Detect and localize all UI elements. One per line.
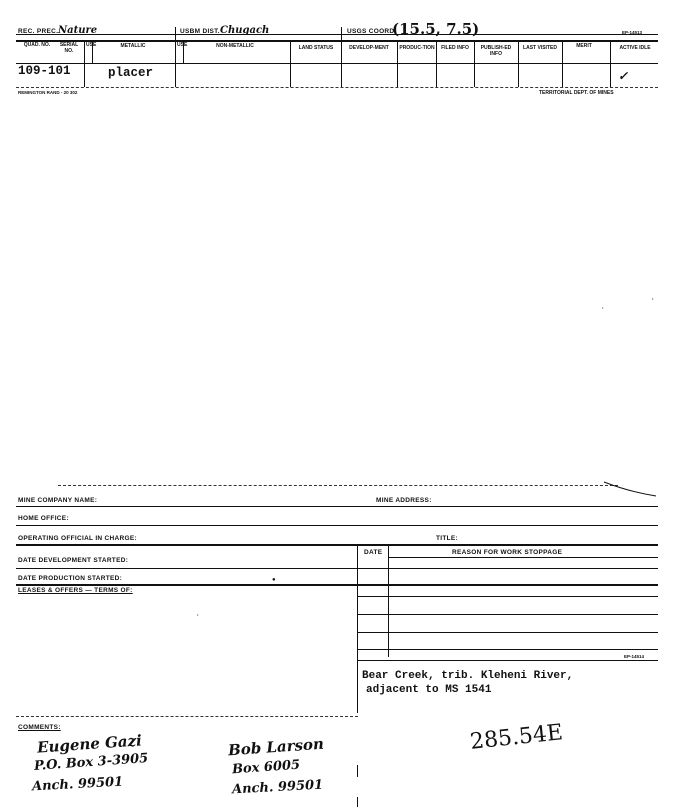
stray-dot: •	[652, 296, 654, 301]
col-use: USE	[86, 42, 97, 48]
rec-prec-value: Nature	[58, 25, 98, 36]
header-row-rule	[16, 63, 658, 64]
stray-dot: ●	[272, 577, 276, 583]
divider	[436, 41, 437, 87]
divider	[518, 41, 519, 87]
record-row-rule	[16, 87, 658, 88]
quad-serial-value: 109-101	[18, 64, 71, 78]
usgs-coord-label: USGS COORD.	[347, 28, 397, 35]
header-top-rule	[16, 34, 658, 35]
form-number-top: EP-14513	[622, 30, 643, 35]
row-rule	[16, 525, 658, 526]
comments-label: COMMENTS:	[18, 724, 61, 731]
stray-dot: •	[197, 612, 199, 617]
location-line-2: adjacent to MS 1541	[366, 684, 492, 696]
comments-rule	[16, 716, 358, 717]
row-rule	[357, 632, 658, 633]
handwritten-number: 285.54E	[468, 720, 565, 755]
handwritten-name-1: Eugene Gazi	[36, 731, 143, 757]
operating-official-label: OPERATING OFFICIAL IN CHARGE:	[18, 535, 137, 542]
row-rule	[357, 649, 658, 650]
title-label: TITLE:	[436, 535, 459, 542]
usbm-dist-value: Chugach	[220, 25, 270, 36]
divider	[397, 41, 398, 87]
divider	[357, 797, 358, 807]
leases-label: LEASES & OFFERS — TERMS OF:	[18, 587, 133, 594]
row-rule	[16, 568, 658, 569]
row-rule	[16, 544, 658, 546]
col-development: DEVELOP-MENT	[349, 45, 389, 51]
divider	[290, 41, 291, 87]
divider	[357, 765, 358, 777]
divider	[341, 27, 342, 87]
metallic-value: placer	[108, 66, 154, 80]
handwritten-name-2: Bob Larson	[227, 734, 325, 760]
usgs-coord-value: (15.5, 7.5)	[392, 20, 480, 38]
reason-column-header: REASON FOR WORK STOPPAGE	[452, 549, 563, 556]
col-use: USE	[177, 42, 188, 48]
handwritten-address-2: Box 6005	[231, 757, 301, 778]
date-column-header: DATE	[364, 549, 383, 556]
divider	[562, 41, 563, 87]
usbm-dist-label: USBM DIST.	[180, 28, 220, 35]
row-rule	[357, 596, 658, 597]
active-idle-mark: ✓	[618, 69, 629, 83]
divider	[357, 545, 358, 713]
row-rule	[388, 557, 658, 558]
col-active-idle: ACTIVE IDLE	[619, 45, 651, 51]
handwritten-city-1: Anch. 99501	[31, 774, 124, 795]
col-published-info: PUBLISH-ED INFO	[480, 45, 512, 57]
col-non-metallic: NON-METALLIC	[216, 43, 254, 49]
divider	[183, 41, 184, 63]
stray-dot: •	[602, 305, 604, 310]
handwritten-city-2: Anch. 99501	[231, 777, 324, 798]
mine-address-label: MINE ADDRESS:	[376, 497, 432, 504]
curved-mark	[600, 478, 660, 500]
home-office-label: HOME OFFICE:	[18, 515, 69, 522]
col-quad: QUAD. NO.	[23, 42, 51, 48]
mine-company-label: MINE COMPANY NAME:	[18, 497, 98, 504]
divider	[610, 41, 611, 87]
footer-right: TERRITORIAL DEPT. OF MINES	[539, 90, 614, 96]
location-line-1: Bear Creek, trib. Kleheni River,	[362, 670, 574, 682]
col-merit: MERIT	[576, 43, 592, 49]
row-rule	[16, 506, 658, 507]
footer-left: REMINGTON RAND - 20 302	[18, 90, 78, 95]
divider	[175, 27, 176, 87]
date-development-label: DATE DEVELOPMENT STARTED:	[18, 557, 129, 564]
col-filed-info: FILED INFO	[441, 45, 469, 51]
col-metallic: METALLIC	[120, 43, 146, 49]
col-last-visited: LAST VISITED	[523, 45, 557, 51]
handwritten-address-1: P.O. Box 3-3905	[33, 751, 149, 774]
divider	[92, 41, 93, 63]
date-production-label: DATE PRODUCTION STARTED:	[18, 575, 123, 582]
form-number-bottom: EP-14514	[624, 654, 645, 659]
row-rule	[357, 660, 658, 661]
divider	[388, 545, 389, 657]
col-production: PRODUC-TION	[399, 45, 435, 51]
col-land-status: LAND STATUS	[298, 45, 334, 51]
col-serial: SERIAL NO.	[59, 42, 79, 54]
top-edge	[58, 485, 618, 486]
divider	[474, 41, 475, 87]
rec-prec-label: REC. PREC.	[18, 28, 59, 35]
row-rule	[16, 584, 658, 586]
row-rule	[357, 614, 658, 615]
divider	[84, 41, 85, 87]
